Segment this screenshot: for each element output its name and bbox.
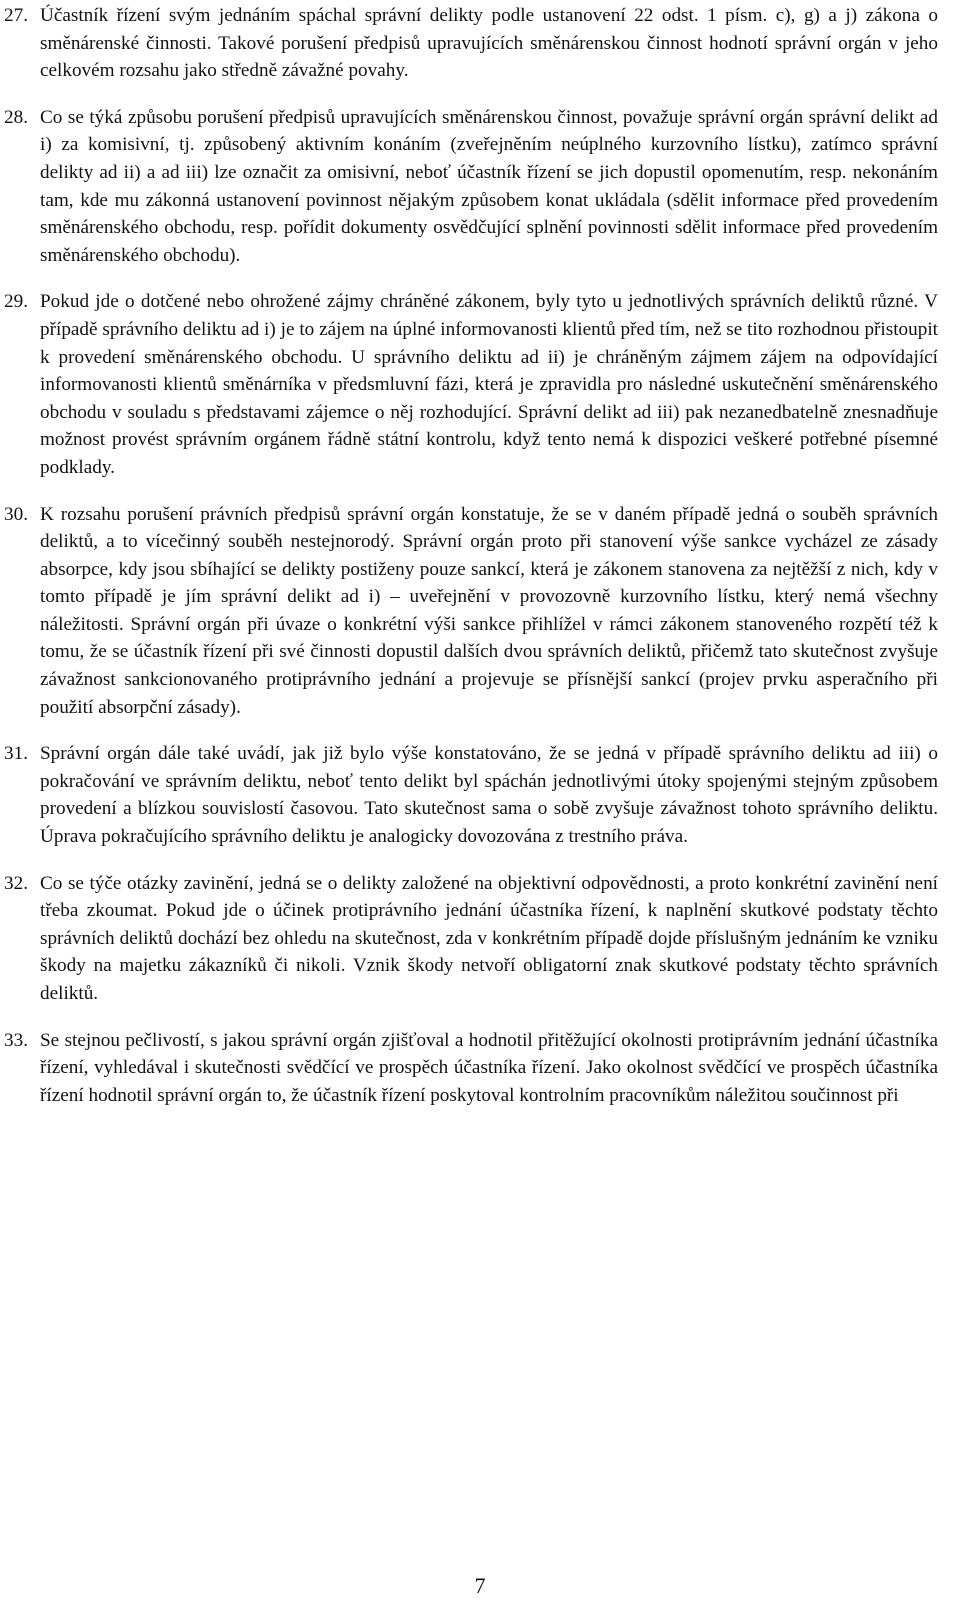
paragraph-27 — [0, 2, 960, 85]
paragraph-32 — [0, 870, 960, 1008]
paragraph-text: Pokud jde o dotčené nebo ohrožené zájmy chráněné zákonem, byly tyto u jednotlivých správních deliktů různé. V případě správního deliktu ad i) je to zájem na úplné informovanosti klientů před tím, než se tito rozhodnou přistoupit k provedení směnárenského obchodu. U správního deliktu ad ii) je chráněným zájmem zájem na odpovídající informovanosti klientů směnárníka v předsmluvní fázi, která je zpravidla pro následné uskutečnění směnárenského obchodu v souladu s představami zájemce o něj rozhodující. Správní delikt ad iii) pak nezanedbatelně znesnadňuje možnost provést správním orgánem řádně státní kontrolu, když tento nemá k dispozici veškeré potřebné písemné podklady. — [40, 291, 938, 478]
paragraph-30 — [0, 501, 960, 722]
paragraph-number: 28. — [4, 106, 28, 128]
paragraph-number: 30. — [4, 503, 28, 525]
paragraph-31 — [0, 740, 960, 850]
paragraph-text: Se stejnou pečlivostí, s jakou správní orgán zjišťoval a hodnotil přitěžující okolnosti protiprávním jednání účastníka řízení, vyhledával i skutečnosti svědčící ve prospěch účastníka řízení. Jako okolnost svědčící ve prospěch účastníka řízení hodnotil správní orgán to, že účastník řízení poskytoval kontrolním pracovníkům náležitou součinnost při — [40, 1029, 938, 1106]
document-body — [0, 2, 960, 1128]
paragraph-text: Co se týká způsobu porušení předpisů upravujících směnárenskou činnost, považuje správní orgán správní delikt ad i) za komisivní, tj. způsobený aktivním konáním (zveřejněním neúplného kurzovního lístku), zatímco správní delikty ad ii) a ad iii) lze označit za omisivní, neboť účastník řízení se jich dopustil opomenutím, resp. nekonáním tam, kde mu zákonná ustanovení povinnost nějakým způsobem konat ukládala (sdělit informace před provedením směnárenského obchodu, resp. pořídit dokumenty osvědčující splnění povinnosti sdělit informace před provedením směnárenského obchodu). — [40, 106, 938, 266]
paragraph-text: K rozsahu porušení právních předpisů správní orgán konstatuje, že se v daném případě jedná o souběh správních deliktů, a to vícečinný souběh nestejnorodý. Správní orgán proto při stanovení výše sankce vycházel ze zásady absorpce, kdy jsou sbíhající se delikty postiženy pouze sankcí, která je zákonem stanovena za nejtěžší z nich, kdy v tomto případě je jím správní delikt ad i) – uveřejnění v provozovně kurzovního lístku, který nemá všechny náležitosti. Správní orgán při úvaze o konkrétní výši sankce přihlížel v rámci zákonem stanoveného rozpětí též k tomu, že se účastník řízení při své činnosti dopustil dalších dvou správních deliktů, přičemž tato skutečnost zvyšuje závažnost sankcionovaného protiprávního jednání a projevuje se přísnější sankcí (projev prvku asperačního při použití absorpční zásady). — [40, 503, 938, 718]
paragraph-33 — [0, 1027, 960, 1110]
paragraph-number: 33. — [4, 1029, 28, 1051]
paragraph-28 — [0, 104, 960, 270]
page-number: 7 — [474, 1573, 486, 1598]
paragraph-text: Účastník řízení svým jednáním spáchal správní delikty podle ustanovení 22 odst. 1 písm. c), g) a j) zákona o směnárenské činnosti. Takové porušení předpisů upravujících směnárenskou činnost hodnotí správní orgán v jeho celkovém rozsahu jako středně závažné povahy. — [40, 5, 938, 82]
paragraph-number: 31. — [4, 743, 28, 765]
paragraph-29 — [0, 288, 960, 481]
paragraph-text: Správní orgán dále také uvádí, jak již bylo výše konstatováno, že se jedná v případě správního deliktu ad iii) o pokračování ve správním deliktu, neboť tento delikt byl spáchán jednotlivými útoky spojenými stejným způsobem provedení a blízkou souvislostí časovou. Tato skutečnost sama o sobě zvyšuje závažnost tohoto správního deliktu. Úprava pokračujícího správního deliktu je analogicky dovozována z trestního práva. — [40, 743, 938, 848]
paragraph-text: Co se týče otázky zavinění, jedná se o delikty založené na objektivní odpovědnosti, a proto konkrétní zavinění není třeba zkoumat. Pokud jde o účinek protiprávního jednání účastníka řízení, k naplnění skutkové podstaty těchto správních deliktů dochází bez ohledu na skutečnost, zda v konkrétním případě dojde příslušným jednáním ke vzniku škody na majetku zákazníků či nikoli. Vznik škody netvoří obligatorní znak skutkové podstaty těchto správních deliktů. — [40, 872, 938, 1004]
paragraph-number: 29. — [4, 291, 28, 313]
paragraph-number: 32. — [4, 872, 28, 894]
paragraph-number: 27. — [4, 5, 28, 26]
